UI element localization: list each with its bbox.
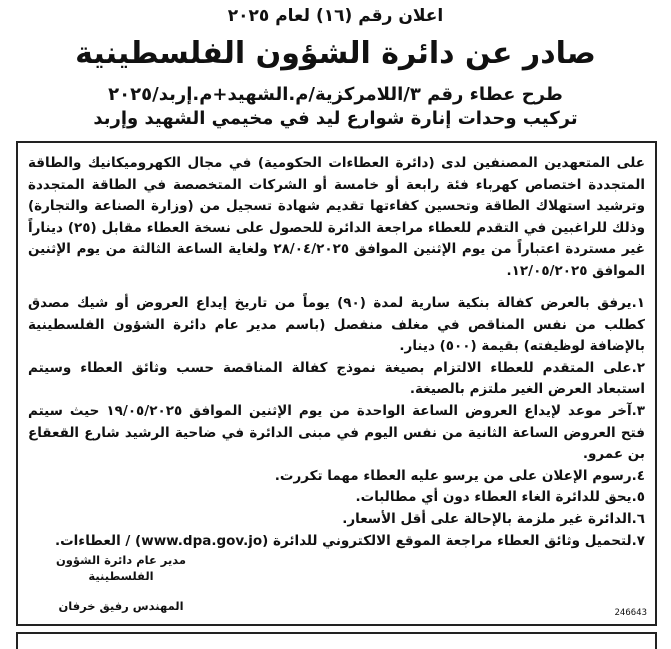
signature-block [26,552,216,614]
condition-item-2: ٢.على المتقدم للعطاء الالتزام بصيغة نموذج كفالة المناقصة حسب وثائق العطاء وسيتم استبعاد العرض الغير ملتزم بالصيغة. [28,359,645,398]
announcement-header [0,0,671,140]
issuer-title: صادر عن دائرة الشؤون الفلسطينية [75,36,596,71]
condition-item-5: ٥.يحق للدائرة الغاء العطاء دون أي مطالبات. [355,489,645,506]
announcement-body-box [16,141,657,626]
reference-number: 246643 [614,608,647,618]
signature-name: المهندس رفيق خرفان [58,599,184,613]
condition-item-6: ٦.الدائرة غير ملزمة بالإحالة على أقل الأسعار. [342,510,645,527]
condition-item-1: ١.يرفق بالعرض كفالة بنكية سارية لمدة (٩٠) يوماً من تاريخ إيداع العروض أو شيك مصدق كطلب من نفس المناقص في مغلف منفصل (باسم مدير عام دائرة الشؤون الفلسطينية بالإضافة لوظيفته) بقيمة (٥٠٠) دينار. [28,295,645,355]
announcement-number: اعلان رقم (١٦) لعام ٢٠٢٥ [227,6,444,26]
tender-subject: تركيب وحدات إنارة شوارع ليد في مخيمي الشهيد وإربد [93,108,578,129]
signature-title: مدير عام دائرة الشؤون الفلسطينية [55,553,187,583]
condition-item-7: ٧.لتحميل وثائق العطاء مراجعة الموقع الالكتروني للدائرة (www.dpa.gov.jo) / العطاءات. [54,532,645,549]
next-ad-border [16,632,657,649]
condition-item-3: ٣.آخر موعد لإيداع العروض الساعة الواحدة من يوم الإثنين الموافق ١٩/٠٥/٢٠٢٥ حيث سيتم فتح العروض الساعة الثانية من نفس اليوم في مبنى الدائرة في ضاحية الرشيد شارع القعقاع بن عمرو. [28,402,645,463]
intro-paragraph-block [28,153,645,283]
condition-item-4: ٤.رسوم الإعلان على من يرسو عليه العطاء مهما تكررت. [274,467,645,484]
conditions-list [28,293,645,552]
tender-number: طرح عطاء رقم ٣/اللامركزية/م.الشهيد+م.إربد/٢٠٢٥ [108,84,563,105]
intro-paragraph: على المتعهدين المصنفين لدى (دائرة العطاءات الحكومية) في مجال الكهروميكانيك والطاقة المتجددة اختصاص كهرباء فئة رابعة أو خامسة أو الشركات المتخصصة في الطاقة المتجددة وترشيد استهلاك الطاقة وتحسين كفاءتها تقديم شهادة تسجيل من (وزارة الصناعة والتجارة) وذلك للراغبين في التقدم للعطاء مراجعة الدائرة للحصول على نسخة العطاء مقابل (٢٥) ديناراً غير مستردة اعتباراً من يوم الإثنين الموافق ٢٨/٠٤/٢٠٢٥ ولغاية الساعة الثالثة من يوم الإثنين الموافق ١٢/٠٥/٢٠٢٥. [28,155,645,279]
